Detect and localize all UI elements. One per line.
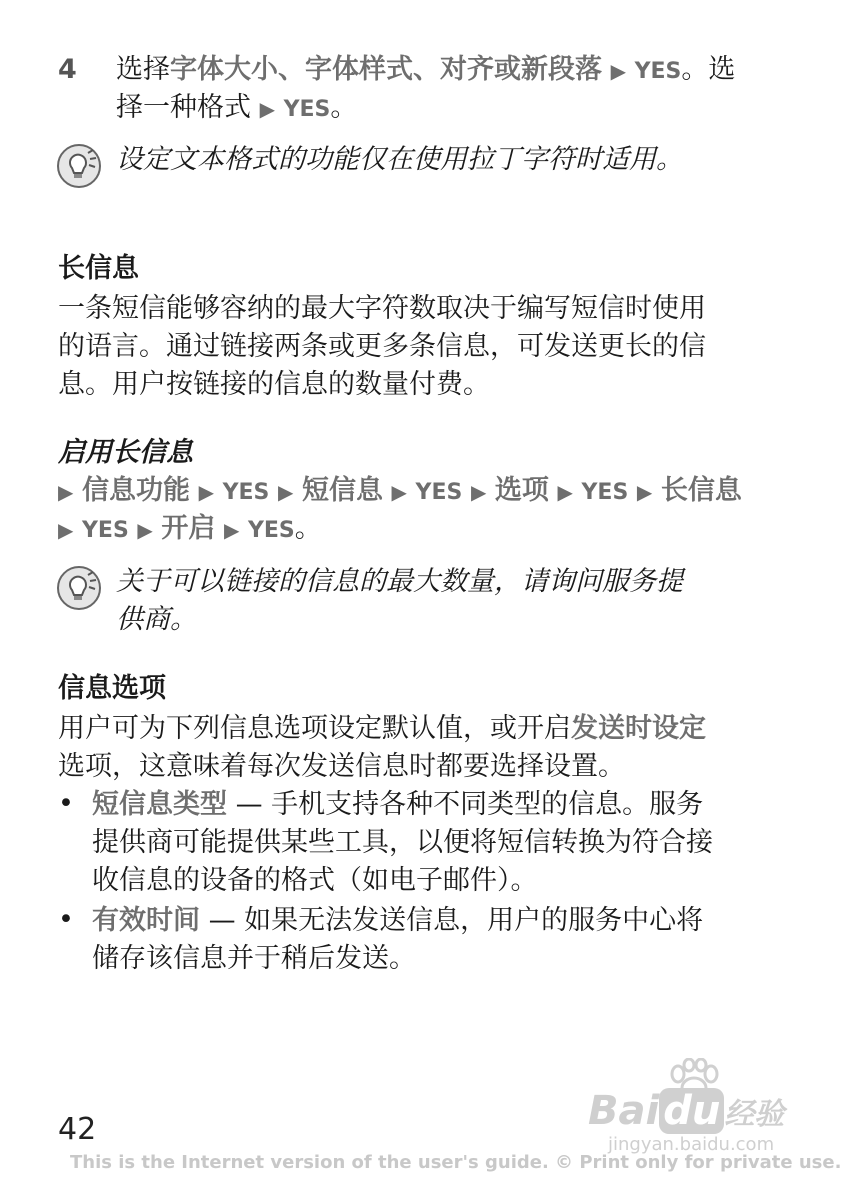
yes-key: YES: [247, 518, 295, 543]
arrow-right-icon: ▶: [636, 480, 653, 504]
paragraph-line: 息。用户按链接的信息的数量付费。: [58, 369, 490, 400]
bullet-dot: •: [58, 904, 74, 935]
baidu-watermark: [588, 1058, 808, 1158]
arrow-right-icon: ▶: [58, 518, 74, 542]
menu-item: 开启: [161, 513, 216, 544]
bullet-dash: —: [200, 905, 245, 936]
bullet-term: 短信息类型: [92, 789, 227, 820]
step4-line1: [116, 51, 735, 91]
step4-text: 。: [330, 92, 358, 123]
arrow-right-icon: ▶: [277, 480, 294, 504]
menu-item: 长信息: [660, 475, 742, 506]
step4-menu-options: 字体大小、字体样式、对齐或新段落: [170, 54, 602, 85]
arrow-right-icon: ▶: [391, 480, 407, 504]
paragraph-text: 用户可为下列信息选项设定默认值，或开启: [58, 713, 571, 744]
section-heading: 信息选项: [58, 673, 166, 704]
bullet-line: 储存该信息并于稍后发送。: [92, 943, 416, 974]
bullet-term: 有效时间: [92, 905, 200, 936]
arrow-right-icon: ▶: [470, 480, 487, 504]
arrow-right-icon: ▶: [557, 480, 573, 504]
bullet-dash: —: [227, 789, 272, 820]
send-time-setting-option: 发送时设定: [571, 713, 706, 744]
tip-lightbulb-icon: [56, 565, 102, 615]
menu-item: 短信息: [301, 475, 383, 506]
arrow-right-icon: ▶: [58, 480, 74, 504]
yes-key: YES: [81, 518, 129, 543]
footer-notice: This is the Internet version of the user's guide. © Print only for private use.: [70, 1152, 842, 1173]
arrow-right-icon: ▶: [259, 97, 275, 121]
paragraph-line: 的语言。通过链接两条或更多条信息，可发送更长的信: [58, 331, 706, 362]
watermark-url: jingyan.baidu.com: [608, 1134, 775, 1155]
baidu-logo-text: [588, 1088, 784, 1134]
arrow-right-icon: ▶: [610, 59, 626, 83]
step4-line2: [116, 89, 357, 129]
step-number: 4: [58, 54, 77, 85]
path-end: 。: [294, 513, 322, 544]
menu-item: 选项: [494, 475, 549, 506]
step4-text: 选择: [116, 54, 170, 85]
arrow-right-icon: ▶: [137, 518, 153, 542]
bullet-line: 收信息的设备的格式（如电子邮件）。: [92, 865, 538, 896]
yes-key: YES: [283, 97, 331, 122]
tip-text: 关于可以链接的信息的最大数量，请询问服务提: [116, 566, 683, 597]
bullet-line: 提供商可能提供某些工具，以便将短信转换为符合接: [92, 827, 713, 858]
bullet-text: 如果无法发送信息，用户的服务中心将: [244, 905, 704, 936]
tip-lightbulb-icon: [56, 143, 102, 193]
menu-path-line1: [58, 472, 742, 512]
paragraph-line: [58, 710, 706, 748]
yes-key: YES: [581, 480, 629, 505]
brand-part: Bai: [588, 1088, 660, 1134]
arrow-right-icon: ▶: [198, 480, 214, 504]
bullet-dot: •: [58, 788, 74, 819]
step4-text: 。选: [681, 54, 736, 85]
brand-part: du: [659, 1088, 724, 1134]
paragraph-line: 一条短信能够容纳的最大字符数取决于编写短信时使用: [58, 293, 706, 324]
subsection-heading: 启用长信息: [58, 437, 193, 468]
step4-text: 择一种格式: [116, 92, 251, 123]
yes-key: YES: [415, 480, 463, 505]
arrow-right-icon: ▶: [223, 518, 240, 542]
tip-text: 设定文本格式的功能仅在使用拉丁字符时适用。: [116, 144, 683, 175]
menu-item: 信息功能: [81, 475, 190, 506]
yes-key: YES: [222, 480, 270, 505]
bullet-line: [92, 786, 703, 824]
brand-part: 经验: [724, 1097, 785, 1132]
bullet-text: 手机支持各种不同类型的信息。服务: [271, 789, 704, 820]
tip-text: 供商。: [116, 604, 197, 635]
yes-key: YES: [634, 59, 682, 84]
menu-path-line2: [58, 510, 322, 550]
paragraph-line: 选项，这意味着每次发送信息时都要选择设置。: [58, 751, 625, 782]
page-number: 42: [58, 1112, 97, 1147]
bullet-line: [92, 902, 703, 940]
section-heading: 长信息: [58, 253, 139, 284]
